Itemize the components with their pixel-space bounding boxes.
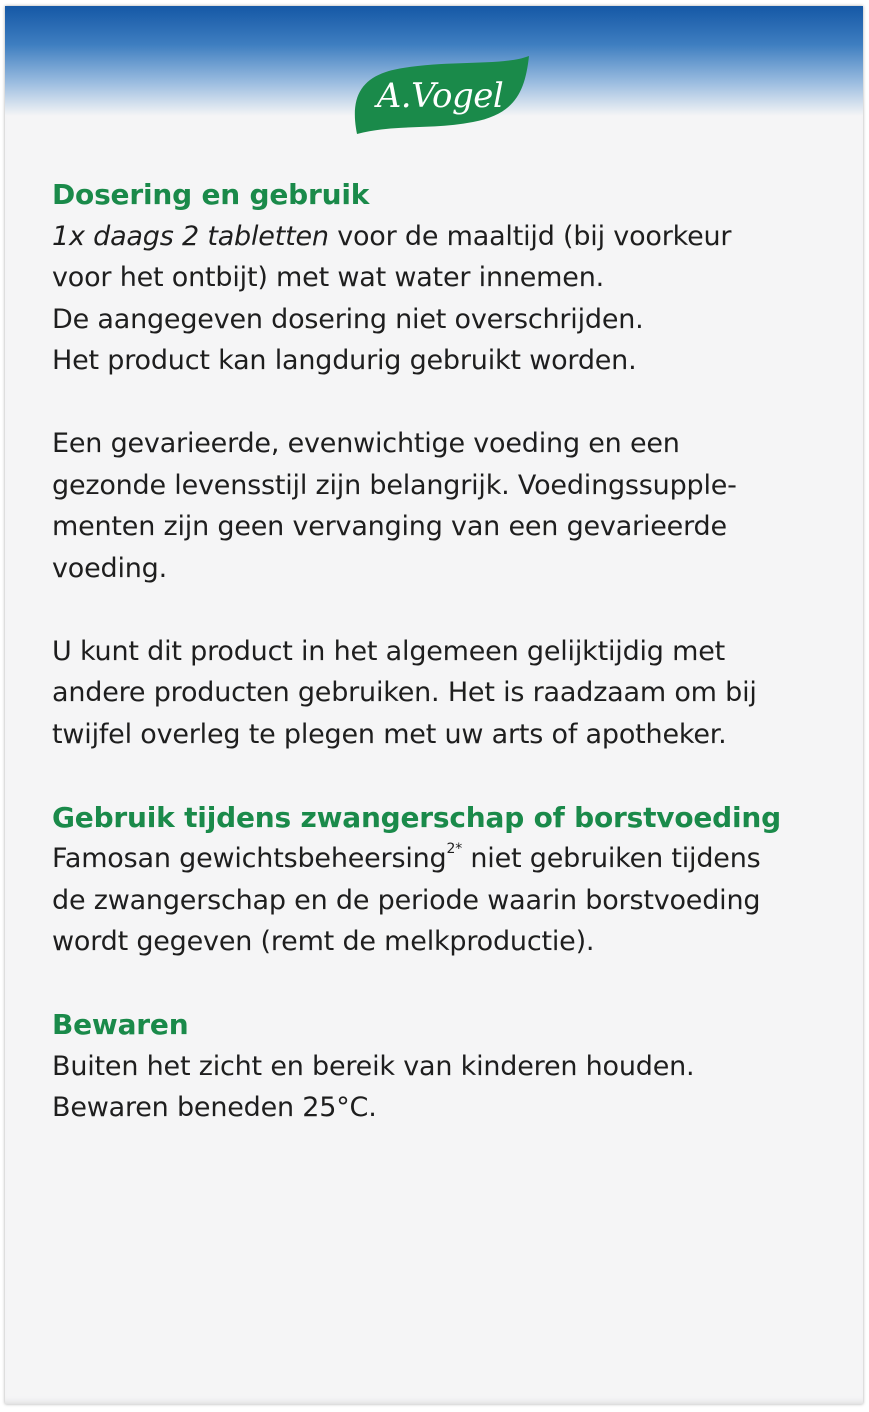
diet-line-3: menten zijn geen vervanging van een gevarieerde [52,511,727,542]
diet-line-4: voeding. [52,552,167,584]
spacer [52,589,832,631]
combination-line-2: andere producten gebruiken. Het is raadzaam om bij [52,677,757,708]
package-panel [5,6,863,1404]
dosage-line-2: voor het ontbijt) met wat water innemen. [52,262,604,293]
storage-heading: Bewaren [52,1008,189,1041]
diet-line-2: gezonde levensstijl zijn belangrijk. Voedingssupple- [52,469,737,501]
dosage-line-4: Het product kan langdurig gebruikt worden. [52,345,637,376]
leaflet-content [52,174,832,1129]
pregnancy-line-3: wordt gegeven (remt de melkproductie). [52,926,595,957]
spacer [52,755,832,797]
diet-line-1: Een gevarieerde, evenwichtige voeding en een [52,428,680,459]
product-name: Famosan gewichtsbeheersing [52,843,447,874]
pregnancy-heading: Gebruik tijdens zwangerschap of borstvoeding [52,800,782,834]
combination-line-3: twijfel overleg te plegen met uw arts of apotheker. [52,718,727,750]
storage-line-1: Buiten het zicht en bereik van kinderen houden. [52,1050,695,1082]
dosage-line-1 [52,216,832,258]
dosage-heading: Dosering en gebruik [52,178,370,211]
dosage-amount: 1x daags 2 tabletten [52,220,329,252]
pregnancy-line-1-rest: niet gebruiken tijdens [462,843,761,874]
footnote-marker: 2* [446,841,462,857]
dosage-line-3: De aangegeven dosering niet overschrijden. [52,303,644,335]
spacer [52,382,832,424]
storage-line-2: Bewaren beneden 25°C. [52,1092,377,1123]
combination-line-1: U kunt dit product in het algemeen gelijktijdig met [52,635,726,667]
pregnancy-line-2: de zwangerschap en de periode waarin borstvoeding [52,884,761,916]
logo-text: A.Vogel [376,76,504,116]
pregnancy-line-1 [52,838,832,880]
dosage-line-1-rest: voor de maaltijd (bij voorkeur [328,220,732,252]
brand-logo [343,54,533,138]
spacer [52,963,832,1005]
